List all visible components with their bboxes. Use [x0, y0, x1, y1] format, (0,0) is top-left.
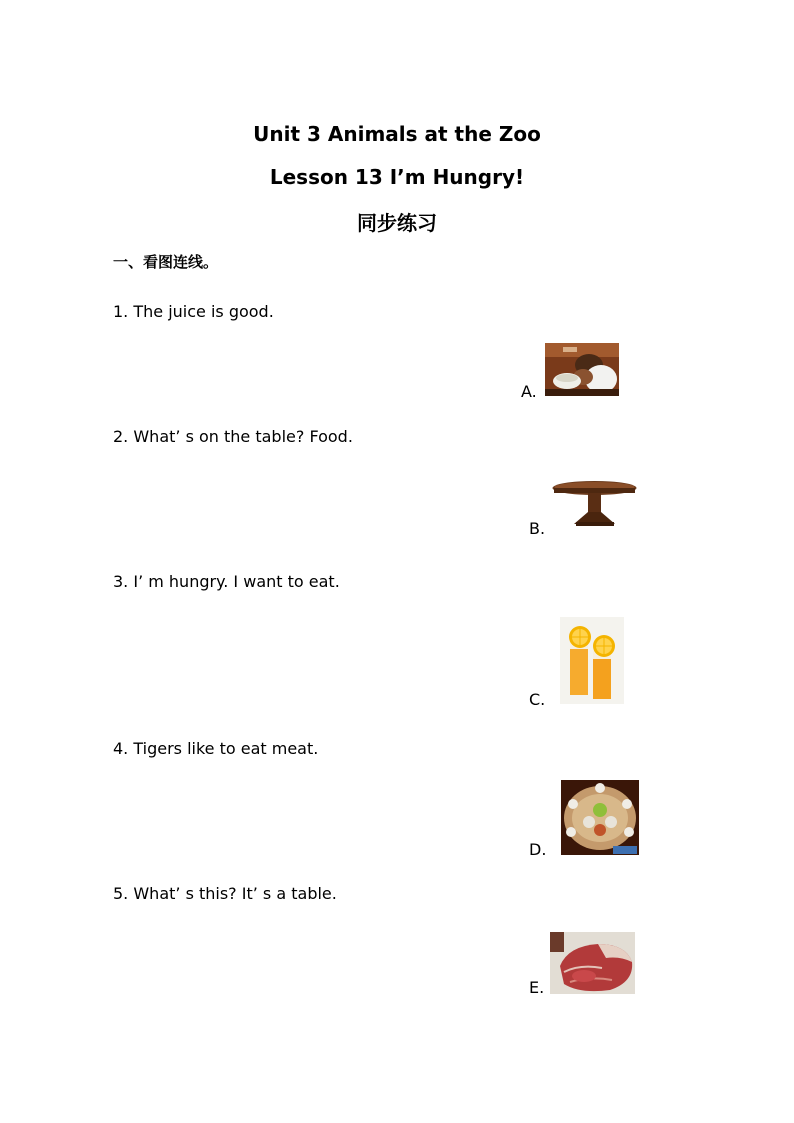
meat-picture: [550, 932, 635, 994]
question-3: 3. I’ m hungry. I want to eat.: [113, 572, 340, 591]
option-c-label: C.: [529, 690, 546, 709]
question-5: 5. What’ s this? It’ s a table.: [113, 884, 337, 903]
orange-juice-picture: [560, 617, 624, 704]
lesson-title: Lesson 13 I’m Hungry!: [269, 165, 525, 189]
option-e-label: E.: [529, 978, 545, 997]
unit-title: Unit 3 Animals at the Zoo: [253, 122, 541, 146]
option-b-label: B.: [529, 519, 546, 538]
question-1: 1. The juice is good.: [113, 302, 274, 321]
man-eating-picture: [545, 343, 619, 396]
question-4: 4. Tigers like to eat meat.: [113, 739, 319, 758]
option-a-label: A.: [521, 382, 537, 401]
option-d-label: D.: [529, 840, 547, 859]
section-heading: 一、看图连线。: [113, 253, 219, 271]
round-table-picture: [552, 480, 637, 528]
worksheet-subtitle: 同步练习: [357, 211, 437, 235]
question-2: 2. What’ s on the table? Food.: [113, 427, 353, 446]
food-table-picture: [561, 780, 639, 855]
